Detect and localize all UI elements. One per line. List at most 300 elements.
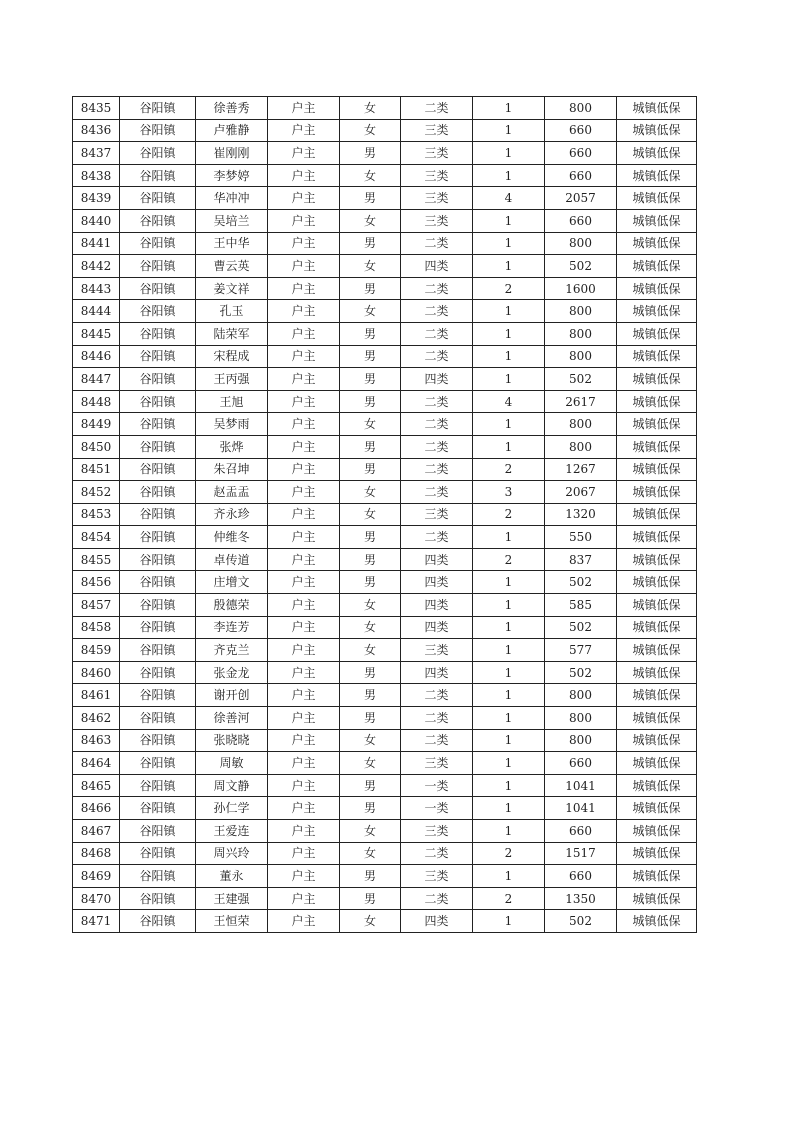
name-cell: 周文静 (196, 774, 268, 797)
amount-cell: 577 (545, 639, 617, 662)
category-cell: 三类 (401, 119, 473, 142)
amount-cell: 502 (545, 571, 617, 594)
name-cell: 仲维冬 (196, 526, 268, 549)
serial-number-cell: 8447 (73, 368, 120, 391)
town-cell: 谷阳镇 (120, 187, 196, 210)
relief-type-cell: 城镇低保 (617, 752, 697, 775)
relation-cell: 户主 (268, 458, 340, 481)
gender-cell: 男 (340, 345, 401, 368)
category-cell: 二类 (401, 232, 473, 255)
relief-type-cell: 城镇低保 (617, 345, 697, 368)
relief-type-cell: 城镇低保 (617, 435, 697, 458)
household-size-cell: 1 (473, 142, 545, 165)
town-cell: 谷阳镇 (120, 526, 196, 549)
relation-cell: 户主 (268, 119, 340, 142)
town-cell: 谷阳镇 (120, 232, 196, 255)
household-size-cell: 1 (473, 232, 545, 255)
table-row (73, 368, 697, 391)
town-cell: 谷阳镇 (120, 255, 196, 278)
category-cell: 二类 (401, 277, 473, 300)
relief-type-cell: 城镇低保 (617, 774, 697, 797)
name-cell: 王旭 (196, 390, 268, 413)
table-row (73, 277, 697, 300)
gender-cell: 男 (340, 707, 401, 730)
relation-cell: 户主 (268, 187, 340, 210)
amount-cell: 660 (545, 209, 617, 232)
serial-number-cell: 8458 (73, 616, 120, 639)
category-cell: 二类 (401, 413, 473, 436)
serial-number-cell: 8471 (73, 910, 120, 933)
table-row (73, 209, 697, 232)
relief-type-cell: 城镇低保 (617, 639, 697, 662)
amount-cell: 1041 (545, 774, 617, 797)
relief-type-cell: 城镇低保 (617, 571, 697, 594)
table-row (73, 842, 697, 865)
serial-number-cell: 8465 (73, 774, 120, 797)
category-cell: 四类 (401, 616, 473, 639)
name-cell: 庄增文 (196, 571, 268, 594)
gender-cell: 女 (340, 594, 401, 617)
category-cell: 二类 (401, 684, 473, 707)
name-cell: 曹云英 (196, 255, 268, 278)
name-cell: 李梦婷 (196, 164, 268, 187)
name-cell: 张烨 (196, 435, 268, 458)
household-size-cell: 1 (473, 820, 545, 843)
serial-number-cell: 8451 (73, 458, 120, 481)
household-size-cell: 1 (473, 322, 545, 345)
relief-type-cell: 城镇低保 (617, 300, 697, 323)
relief-type-cell: 城镇低保 (617, 413, 697, 436)
relief-type-cell: 城镇低保 (617, 887, 697, 910)
relief-type-cell: 城镇低保 (617, 277, 697, 300)
household-size-cell: 2 (473, 277, 545, 300)
town-cell: 谷阳镇 (120, 413, 196, 436)
town-cell: 谷阳镇 (120, 842, 196, 865)
town-cell: 谷阳镇 (120, 300, 196, 323)
household-size-cell: 1 (473, 661, 545, 684)
table-row (73, 548, 697, 571)
amount-cell: 800 (545, 413, 617, 436)
relief-type-cell: 城镇低保 (617, 526, 697, 549)
relief-type-cell: 城镇低保 (617, 368, 697, 391)
serial-number-cell: 8448 (73, 390, 120, 413)
name-cell: 周敏 (196, 752, 268, 775)
town-cell: 谷阳镇 (120, 119, 196, 142)
amount-cell: 800 (545, 322, 617, 345)
amount-cell: 1267 (545, 458, 617, 481)
relation-cell: 户主 (268, 548, 340, 571)
household-size-cell: 2 (473, 458, 545, 481)
amount-cell: 1041 (545, 797, 617, 820)
table-row (73, 142, 697, 165)
amount-cell: 502 (545, 910, 617, 933)
household-size-cell: 4 (473, 390, 545, 413)
amount-cell: 2067 (545, 481, 617, 504)
serial-number-cell: 8461 (73, 684, 120, 707)
gender-cell: 女 (340, 255, 401, 278)
name-cell: 卓传道 (196, 548, 268, 571)
serial-number-cell: 8446 (73, 345, 120, 368)
town-cell: 谷阳镇 (120, 820, 196, 843)
name-cell: 孙仁学 (196, 797, 268, 820)
household-size-cell: 1 (473, 616, 545, 639)
category-cell: 三类 (401, 503, 473, 526)
table-row (73, 752, 697, 775)
serial-number-cell: 8466 (73, 797, 120, 820)
town-cell: 谷阳镇 (120, 435, 196, 458)
category-cell: 三类 (401, 820, 473, 843)
relation-cell: 户主 (268, 142, 340, 165)
household-size-cell: 1 (473, 345, 545, 368)
town-cell: 谷阳镇 (120, 752, 196, 775)
serial-number-cell: 8445 (73, 322, 120, 345)
serial-number-cell: 8459 (73, 639, 120, 662)
town-cell: 谷阳镇 (120, 571, 196, 594)
name-cell: 周兴玲 (196, 842, 268, 865)
amount-cell: 502 (545, 661, 617, 684)
relief-type-cell: 城镇低保 (617, 707, 697, 730)
gender-cell: 女 (340, 503, 401, 526)
amount-cell: 800 (545, 97, 617, 120)
town-cell: 谷阳镇 (120, 616, 196, 639)
relief-type-cell: 城镇低保 (617, 616, 697, 639)
household-size-cell: 2 (473, 887, 545, 910)
town-cell: 谷阳镇 (120, 910, 196, 933)
relation-cell: 户主 (268, 368, 340, 391)
serial-number-cell: 8449 (73, 413, 120, 436)
serial-number-cell: 8456 (73, 571, 120, 594)
gender-cell: 男 (340, 887, 401, 910)
relation-cell: 户主 (268, 661, 340, 684)
table-row (73, 526, 697, 549)
category-cell: 二类 (401, 729, 473, 752)
category-cell: 四类 (401, 661, 473, 684)
category-cell: 一类 (401, 797, 473, 820)
relation-cell: 户主 (268, 503, 340, 526)
name-cell: 卢雅静 (196, 119, 268, 142)
household-size-cell: 1 (473, 164, 545, 187)
relation-cell: 户主 (268, 887, 340, 910)
amount-cell: 800 (545, 435, 617, 458)
relief-type-cell: 城镇低保 (617, 661, 697, 684)
serial-number-cell: 8440 (73, 209, 120, 232)
table-row (73, 300, 697, 323)
gender-cell: 男 (340, 277, 401, 300)
relation-cell: 户主 (268, 616, 340, 639)
relief-type-cell: 城镇低保 (617, 910, 697, 933)
town-cell: 谷阳镇 (120, 548, 196, 571)
town-cell: 谷阳镇 (120, 322, 196, 345)
table-row (73, 255, 697, 278)
serial-number-cell: 8435 (73, 97, 120, 120)
category-cell: 三类 (401, 865, 473, 888)
household-size-cell: 1 (473, 209, 545, 232)
serial-number-cell: 8438 (73, 164, 120, 187)
town-cell: 谷阳镇 (120, 887, 196, 910)
town-cell: 谷阳镇 (120, 458, 196, 481)
relief-type-cell: 城镇低保 (617, 481, 697, 504)
gender-cell: 男 (340, 187, 401, 210)
relation-cell: 户主 (268, 752, 340, 775)
relation-cell: 户主 (268, 865, 340, 888)
relief-type-cell: 城镇低保 (617, 729, 697, 752)
town-cell: 谷阳镇 (120, 97, 196, 120)
category-cell: 二类 (401, 887, 473, 910)
relief-type-cell: 城镇低保 (617, 865, 697, 888)
amount-cell: 550 (545, 526, 617, 549)
town-cell: 谷阳镇 (120, 503, 196, 526)
household-size-cell: 1 (473, 571, 545, 594)
relief-type-cell: 城镇低保 (617, 322, 697, 345)
amount-cell: 502 (545, 368, 617, 391)
category-cell: 二类 (401, 526, 473, 549)
table-row (73, 639, 697, 662)
household-size-cell: 4 (473, 187, 545, 210)
household-size-cell: 1 (473, 910, 545, 933)
amount-cell: 800 (545, 684, 617, 707)
relation-cell: 户主 (268, 639, 340, 662)
relief-type-cell: 城镇低保 (617, 820, 697, 843)
relation-cell: 户主 (268, 435, 340, 458)
household-size-cell: 1 (473, 435, 545, 458)
amount-cell: 660 (545, 119, 617, 142)
household-size-cell: 2 (473, 548, 545, 571)
category-cell: 三类 (401, 639, 473, 662)
amount-cell: 2617 (545, 390, 617, 413)
table-row (73, 413, 697, 436)
town-cell: 谷阳镇 (120, 277, 196, 300)
name-cell: 王建强 (196, 887, 268, 910)
serial-number-cell: 8450 (73, 435, 120, 458)
town-cell: 谷阳镇 (120, 774, 196, 797)
serial-number-cell: 8436 (73, 119, 120, 142)
gender-cell: 女 (340, 842, 401, 865)
amount-cell: 1350 (545, 887, 617, 910)
amount-cell: 800 (545, 729, 617, 752)
gender-cell: 女 (340, 164, 401, 187)
relation-cell: 户主 (268, 300, 340, 323)
category-cell: 二类 (401, 97, 473, 120)
category-cell: 三类 (401, 752, 473, 775)
category-cell: 二类 (401, 481, 473, 504)
town-cell: 谷阳镇 (120, 865, 196, 888)
serial-number-cell: 8454 (73, 526, 120, 549)
name-cell: 李连芳 (196, 616, 268, 639)
gender-cell: 男 (340, 390, 401, 413)
relation-cell: 户主 (268, 571, 340, 594)
name-cell: 谢开创 (196, 684, 268, 707)
relief-type-cell: 城镇低保 (617, 458, 697, 481)
gender-cell: 女 (340, 300, 401, 323)
name-cell: 徐善秀 (196, 97, 268, 120)
gender-cell: 女 (340, 481, 401, 504)
table-row (73, 119, 697, 142)
relief-type-cell: 城镇低保 (617, 797, 697, 820)
gender-cell: 女 (340, 639, 401, 662)
household-size-cell: 1 (473, 300, 545, 323)
town-cell: 谷阳镇 (120, 142, 196, 165)
category-cell: 四类 (401, 255, 473, 278)
gender-cell: 男 (340, 684, 401, 707)
table-row (73, 571, 697, 594)
table-row (73, 187, 697, 210)
category-cell: 三类 (401, 187, 473, 210)
category-cell: 四类 (401, 910, 473, 933)
name-cell: 殷德荣 (196, 594, 268, 617)
name-cell: 王中华 (196, 232, 268, 255)
amount-cell: 800 (545, 707, 617, 730)
relief-type-cell: 城镇低保 (617, 255, 697, 278)
serial-number-cell: 8460 (73, 661, 120, 684)
town-cell: 谷阳镇 (120, 368, 196, 391)
name-cell: 崔刚刚 (196, 142, 268, 165)
household-size-cell: 1 (473, 255, 545, 278)
relation-cell: 户主 (268, 390, 340, 413)
relation-cell: 户主 (268, 481, 340, 504)
relief-type-cell: 城镇低保 (617, 142, 697, 165)
table-row (73, 729, 697, 752)
gender-cell: 男 (340, 548, 401, 571)
household-size-cell: 1 (473, 684, 545, 707)
category-cell: 二类 (401, 322, 473, 345)
name-cell: 齐克兰 (196, 639, 268, 662)
name-cell: 王恒荣 (196, 910, 268, 933)
gender-cell: 男 (340, 571, 401, 594)
category-cell: 四类 (401, 368, 473, 391)
amount-cell: 660 (545, 142, 617, 165)
category-cell: 二类 (401, 300, 473, 323)
table-row (73, 707, 697, 730)
relief-type-cell: 城镇低保 (617, 503, 697, 526)
relation-cell: 户主 (268, 413, 340, 436)
gender-cell: 男 (340, 797, 401, 820)
household-size-cell: 2 (473, 842, 545, 865)
name-cell: 华冲冲 (196, 187, 268, 210)
relation-cell: 户主 (268, 774, 340, 797)
gender-cell: 女 (340, 616, 401, 639)
relation-cell: 户主 (268, 820, 340, 843)
gender-cell: 男 (340, 232, 401, 255)
table-body (73, 97, 697, 933)
serial-number-cell: 8470 (73, 887, 120, 910)
gender-cell: 男 (340, 774, 401, 797)
gender-cell: 女 (340, 413, 401, 436)
household-size-cell: 2 (473, 503, 545, 526)
serial-number-cell: 8441 (73, 232, 120, 255)
relation-cell: 户主 (268, 255, 340, 278)
gender-cell: 女 (340, 752, 401, 775)
table-row (73, 345, 697, 368)
name-cell: 王爱连 (196, 820, 268, 843)
category-cell: 二类 (401, 458, 473, 481)
town-cell: 谷阳镇 (120, 639, 196, 662)
table-row (73, 887, 697, 910)
amount-cell: 585 (545, 594, 617, 617)
serial-number-cell: 8469 (73, 865, 120, 888)
relief-type-cell: 城镇低保 (617, 119, 697, 142)
household-size-cell: 1 (473, 97, 545, 120)
relief-type-cell: 城镇低保 (617, 232, 697, 255)
amount-cell: 800 (545, 345, 617, 368)
relation-cell: 户主 (268, 729, 340, 752)
town-cell: 谷阳镇 (120, 481, 196, 504)
name-cell: 吴梦雨 (196, 413, 268, 436)
amount-cell: 660 (545, 164, 617, 187)
gender-cell: 女 (340, 97, 401, 120)
serial-number-cell: 8457 (73, 594, 120, 617)
serial-number-cell: 8453 (73, 503, 120, 526)
household-size-cell: 1 (473, 729, 545, 752)
serial-number-cell: 8467 (73, 820, 120, 843)
table-row (73, 458, 697, 481)
table-row (73, 774, 697, 797)
relation-cell: 户主 (268, 797, 340, 820)
relief-roster-table (72, 96, 697, 933)
relation-cell: 户主 (268, 707, 340, 730)
relief-type-cell: 城镇低保 (617, 187, 697, 210)
name-cell: 姜文祥 (196, 277, 268, 300)
serial-number-cell: 8463 (73, 729, 120, 752)
table-row (73, 616, 697, 639)
amount-cell: 660 (545, 865, 617, 888)
name-cell: 宋程成 (196, 345, 268, 368)
town-cell: 谷阳镇 (120, 345, 196, 368)
gender-cell: 男 (340, 865, 401, 888)
table-row (73, 797, 697, 820)
serial-number-cell: 8462 (73, 707, 120, 730)
category-cell: 一类 (401, 774, 473, 797)
town-cell: 谷阳镇 (120, 209, 196, 232)
amount-cell: 837 (545, 548, 617, 571)
name-cell: 吴培兰 (196, 209, 268, 232)
relief-type-cell: 城镇低保 (617, 97, 697, 120)
table-row (73, 910, 697, 933)
serial-number-cell: 8468 (73, 842, 120, 865)
table-row (73, 661, 697, 684)
household-size-cell: 1 (473, 639, 545, 662)
category-cell: 二类 (401, 435, 473, 458)
relation-cell: 户主 (268, 164, 340, 187)
household-size-cell: 1 (473, 707, 545, 730)
gender-cell: 男 (340, 368, 401, 391)
serial-number-cell: 8464 (73, 752, 120, 775)
gender-cell: 女 (340, 209, 401, 232)
amount-cell: 1320 (545, 503, 617, 526)
gender-cell: 女 (340, 910, 401, 933)
town-cell: 谷阳镇 (120, 684, 196, 707)
amount-cell: 1600 (545, 277, 617, 300)
amount-cell: 800 (545, 300, 617, 323)
table-row (73, 97, 697, 120)
table-row (73, 684, 697, 707)
name-cell: 齐永珍 (196, 503, 268, 526)
relation-cell: 户主 (268, 526, 340, 549)
amount-cell: 502 (545, 255, 617, 278)
gender-cell: 男 (340, 526, 401, 549)
category-cell: 二类 (401, 345, 473, 368)
town-cell: 谷阳镇 (120, 661, 196, 684)
relation-cell: 户主 (268, 232, 340, 255)
table-row (73, 232, 697, 255)
serial-number-cell: 8442 (73, 255, 120, 278)
relation-cell: 户主 (268, 97, 340, 120)
serial-number-cell: 8437 (73, 142, 120, 165)
gender-cell: 男 (340, 458, 401, 481)
relief-type-cell: 城镇低保 (617, 390, 697, 413)
table-row (73, 322, 697, 345)
relation-cell: 户主 (268, 277, 340, 300)
serial-number-cell: 8444 (73, 300, 120, 323)
